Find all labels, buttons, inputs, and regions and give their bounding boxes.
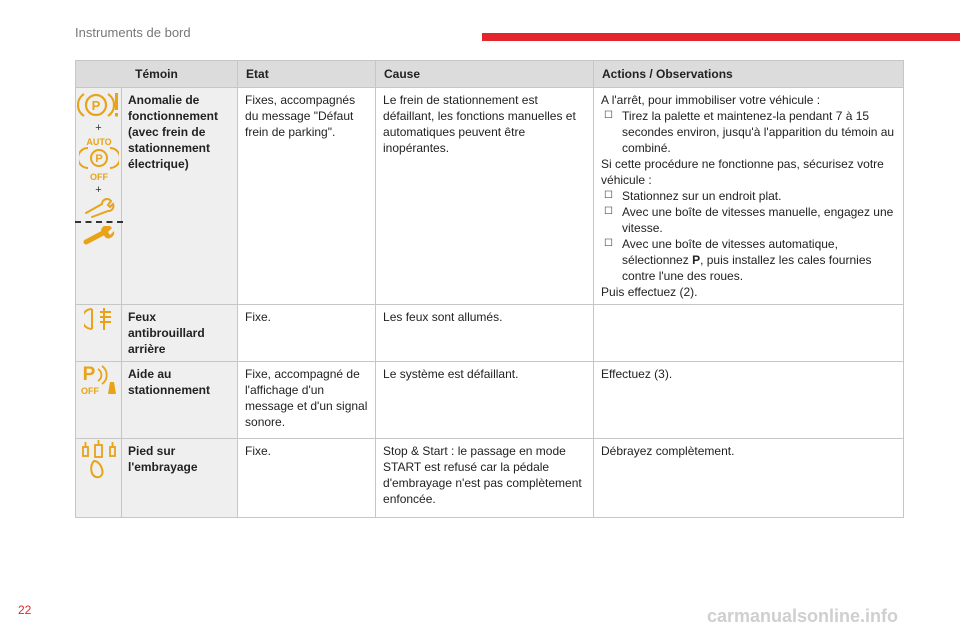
action-step: ☐ Stationnez sur un endroit plat. bbox=[601, 188, 896, 204]
p-label: P bbox=[82, 364, 95, 385]
action-step-bold: P bbox=[692, 253, 701, 267]
warning-cause: Stop & Start : le passage en mode START est refusé car la pédale d'embrayage n'est pas complètement enfoncée. bbox=[376, 439, 594, 518]
rear-fog-light-icon bbox=[84, 305, 114, 333]
parking-sensor-off-icon bbox=[79, 362, 119, 396]
action-step: ☐ Tirez la palette et maintenez-la pendant 7 à 15 secondes environ, jusqu'à l'apparition du témoin au combiné. bbox=[601, 108, 896, 156]
plus-sign: + bbox=[95, 122, 102, 134]
actions-mid: Si cette procédure ne fonctionne pas, sécurisez votre véhicule : bbox=[601, 157, 884, 187]
actions-outro: Puis effectuez (2). bbox=[601, 285, 698, 299]
column-header-cause: Cause bbox=[376, 61, 594, 88]
divider bbox=[75, 221, 123, 223]
section-title: Instruments de bord bbox=[75, 25, 191, 40]
warning-actions: Débrayez complètement. bbox=[594, 439, 904, 518]
p-label: P bbox=[94, 153, 103, 165]
warning-cause: Le système est défaillant. bbox=[376, 362, 594, 439]
header-accent-bar bbox=[482, 33, 960, 41]
auto-label: AUTO bbox=[85, 137, 112, 147]
warning-actions bbox=[594, 305, 904, 362]
icon-cell bbox=[76, 439, 122, 518]
parking-brake-warning-icon bbox=[77, 90, 121, 120]
warning-name: Anomalie de fonctionnement (avec frein de stationnement électrique) bbox=[122, 88, 238, 305]
page-number: 22 bbox=[18, 603, 32, 617]
warning-actions: Effectuez (3). bbox=[594, 362, 904, 439]
warning-name: Aide au stationnement bbox=[122, 362, 238, 439]
action-step-automatic bbox=[601, 236, 896, 284]
column-header-actions: Actions / Observations bbox=[594, 61, 904, 88]
warning-lights-table bbox=[75, 60, 904, 518]
warning-cause: Le frein de stationnement est défaillant, les fonctions manuelles et automatiques peuvent être inopérantes. bbox=[376, 88, 594, 305]
warning-state: Fixe. bbox=[238, 305, 376, 362]
table-header-row bbox=[76, 61, 904, 88]
column-header-etat: Etat bbox=[238, 61, 376, 88]
svg-text:P: P bbox=[91, 98, 100, 113]
wrench-icon bbox=[81, 198, 117, 218]
icon-cell bbox=[76, 88, 122, 305]
plus-sign: + bbox=[95, 184, 102, 196]
wrench-dark-icon bbox=[81, 226, 117, 246]
off-label: OFF bbox=[80, 386, 99, 396]
watermark: carmanualsonline.info bbox=[707, 606, 899, 626]
table-row bbox=[76, 305, 904, 362]
actions-intro: A l'arrêt, pour immobiliser votre véhicule : bbox=[601, 93, 821, 107]
warning-cause: Les feux sont allumés. bbox=[376, 305, 594, 362]
action-step-post: , puis installez les cales fournies contre l'une des roues. bbox=[622, 253, 872, 283]
actions-list bbox=[601, 188, 896, 284]
action-step: ☐ Avec une boîte de vitesses manuelle, engagez une vitesse. bbox=[601, 204, 896, 236]
foot-on-clutch-icon bbox=[80, 439, 118, 479]
warning-state: Fixe, accompagné de l'affichage d'un message et d'un signal sonore. bbox=[238, 362, 376, 439]
warning-actions bbox=[594, 88, 904, 305]
table-row bbox=[76, 88, 904, 305]
warning-state: Fixes, accompagnés du message "Défaut frein de parking". bbox=[238, 88, 376, 305]
warning-state: Fixe. bbox=[238, 439, 376, 518]
icon-cell bbox=[76, 305, 122, 362]
warning-name: Pied sur l'embrayage bbox=[122, 439, 238, 518]
auto-p-off-icon bbox=[79, 136, 119, 182]
off-label: OFF bbox=[89, 172, 108, 182]
table-row bbox=[76, 362, 904, 439]
column-header-temoin: Témoin bbox=[76, 61, 238, 88]
icon-cell bbox=[76, 362, 122, 439]
table-row bbox=[76, 439, 904, 518]
actions-list bbox=[601, 108, 896, 156]
warning-name: Feux antibrouillard arrière bbox=[122, 305, 238, 362]
action-step-pre: Avec une boîte de vitesses automatique, sélectionnez bbox=[622, 237, 838, 267]
